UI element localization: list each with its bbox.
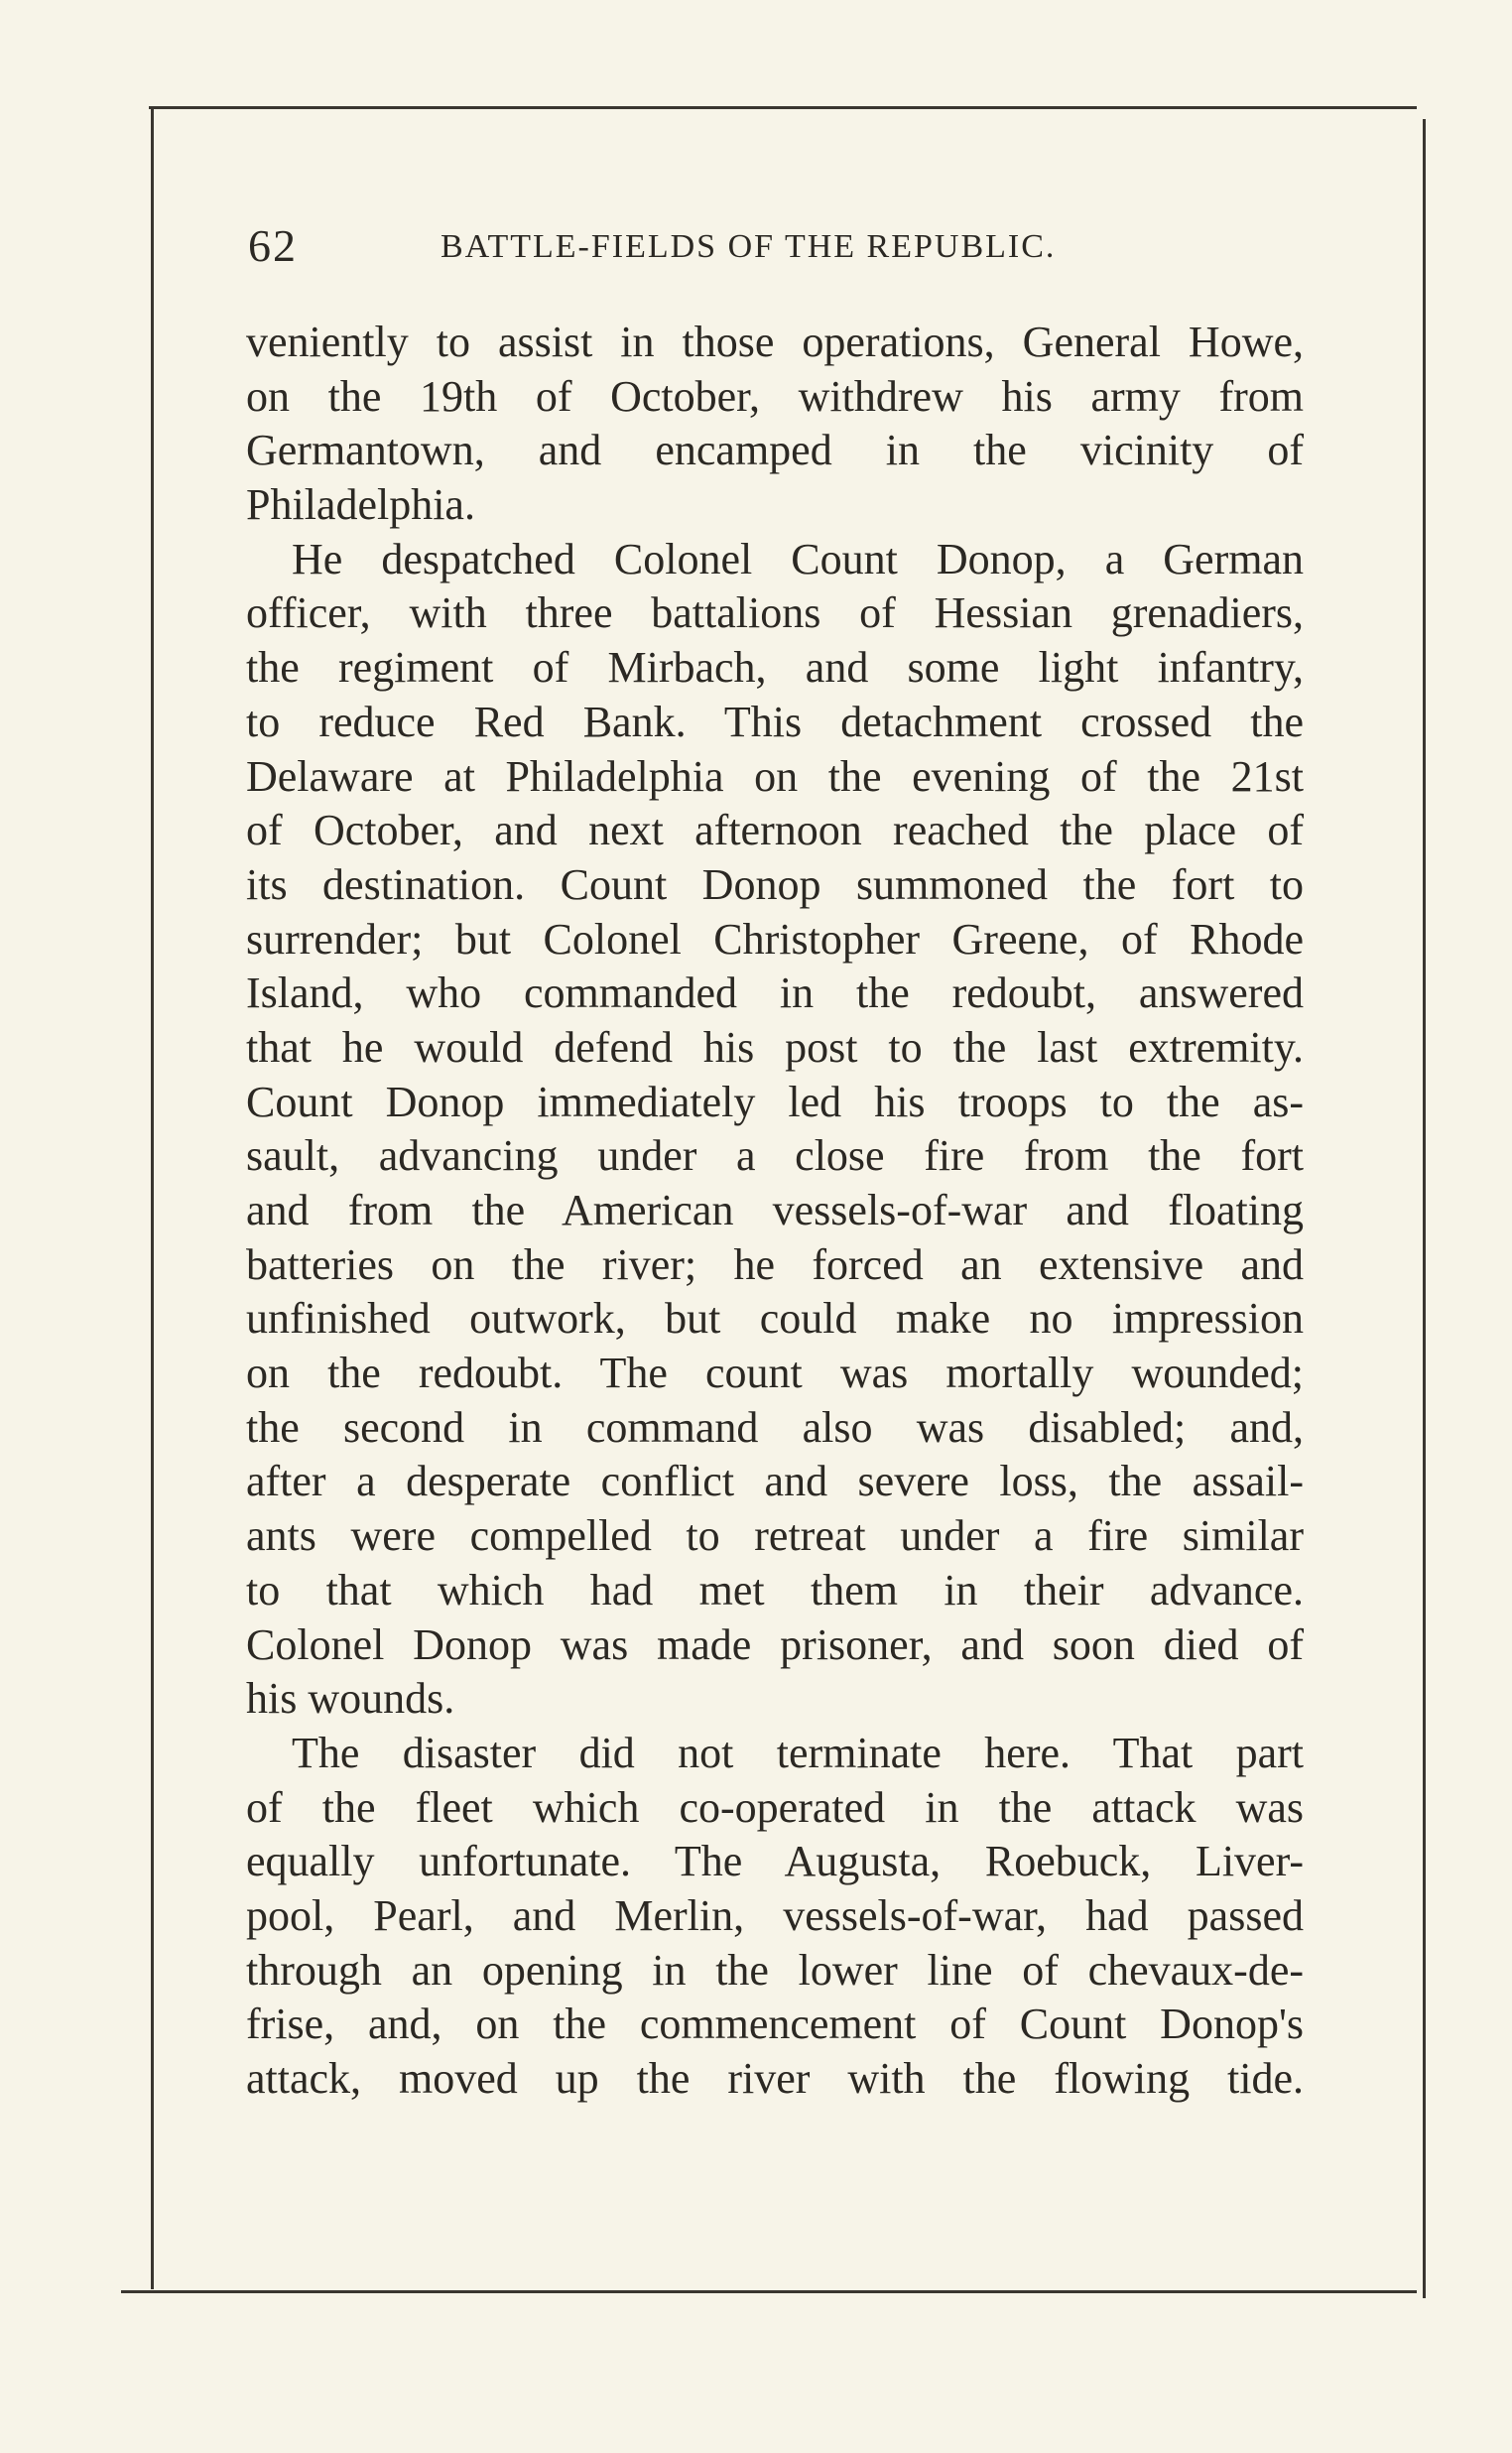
text-line: of the fleet which co-operated in the attack was — [246, 1782, 1304, 1832]
text-line: to reduce Red Bank. This detachment crossed the — [246, 697, 1304, 746]
frame-rule-right — [1423, 119, 1426, 2298]
running-head-title: BATTLE-FIELDS OF THE REPUBLIC. — [441, 228, 1057, 265]
text-line: sault, advancing under a close fire from the fort — [246, 1131, 1304, 1181]
text-line: the regiment of Mirbach, and some light infantry, — [246, 643, 1304, 693]
text-line: equally unfortunate. The Augusta, Roebuck, Liver- — [246, 1837, 1304, 1886]
text-line: Count Donop immediately led his troops to the as- — [246, 1077, 1304, 1126]
text-line: and from the American vessels-of-war and floating — [246, 1186, 1304, 1234]
text-line: of October, and next afternoon reached the place of — [246, 806, 1304, 855]
text-line: Colonel Donop was made prisoner, and soon died of — [246, 1619, 1304, 1669]
text-line: Delaware at Philadelphia on the evening of the 21st — [246, 751, 1304, 801]
text-line: after a desperate conflict and severe loss, the assail- — [246, 1457, 1304, 1506]
text-line: veniently to assist in those operations, General Howe, — [246, 318, 1304, 366]
text-line: attack, moved up the river with the flowing tide. — [246, 2054, 1304, 2103]
text-line: through an opening in the lower line of chevaux-de- — [246, 1945, 1304, 1995]
text-line: on the 19th of October, withdrew his army from — [246, 371, 1304, 421]
page-number: 62 — [248, 220, 298, 271]
text-line: Philadelphia. — [246, 480, 475, 530]
text-line: that he would defend his post to the last extremity. — [246, 1022, 1304, 1072]
text-line: The disaster did not terminate here. That part — [292, 1728, 1304, 1777]
text-line: Island, who commanded in the redoubt, answered — [246, 968, 1304, 1018]
text-line: unfinished outwork, but could make no impression — [246, 1294, 1304, 1344]
frame-rule-top — [149, 106, 1417, 109]
text-line: Germantown, and encamped in the vicinity of — [246, 426, 1304, 475]
running-head — [248, 216, 1320, 276]
text-line: batteries on the river; he forced an extensive and — [246, 1239, 1304, 1289]
text-line: officer, with three battalions of Hessian grenadiers, — [246, 588, 1304, 638]
text-line: on the redoubt. The count was mortally wounded; — [246, 1349, 1304, 1398]
text-line: pool, Pearl, and Merlin, vessels-of-war, had passed — [246, 1890, 1304, 1940]
text-line: He despatched Colonel Count Donop, a German — [292, 534, 1304, 583]
frame-rule-bottom — [121, 2290, 1417, 2293]
text-line: frise, and, on the commencement of Count Donop's — [246, 2000, 1304, 2049]
frame-rule-left — [151, 108, 154, 2289]
text-line: ants were compelled to retreat under a fire similar — [246, 1511, 1304, 1561]
text-line: its destination. Count Donop summoned the fort to — [246, 859, 1304, 909]
text-line: surrender; but Colonel Christopher Greene, of Rhode — [246, 914, 1304, 964]
text-line: his wounds. — [246, 1674, 455, 1724]
body-text — [246, 316, 1304, 2107]
text-line: to that which had met them in their advance. — [246, 1565, 1304, 1614]
text-line: the second in command also was disabled; and, — [246, 1402, 1304, 1452]
